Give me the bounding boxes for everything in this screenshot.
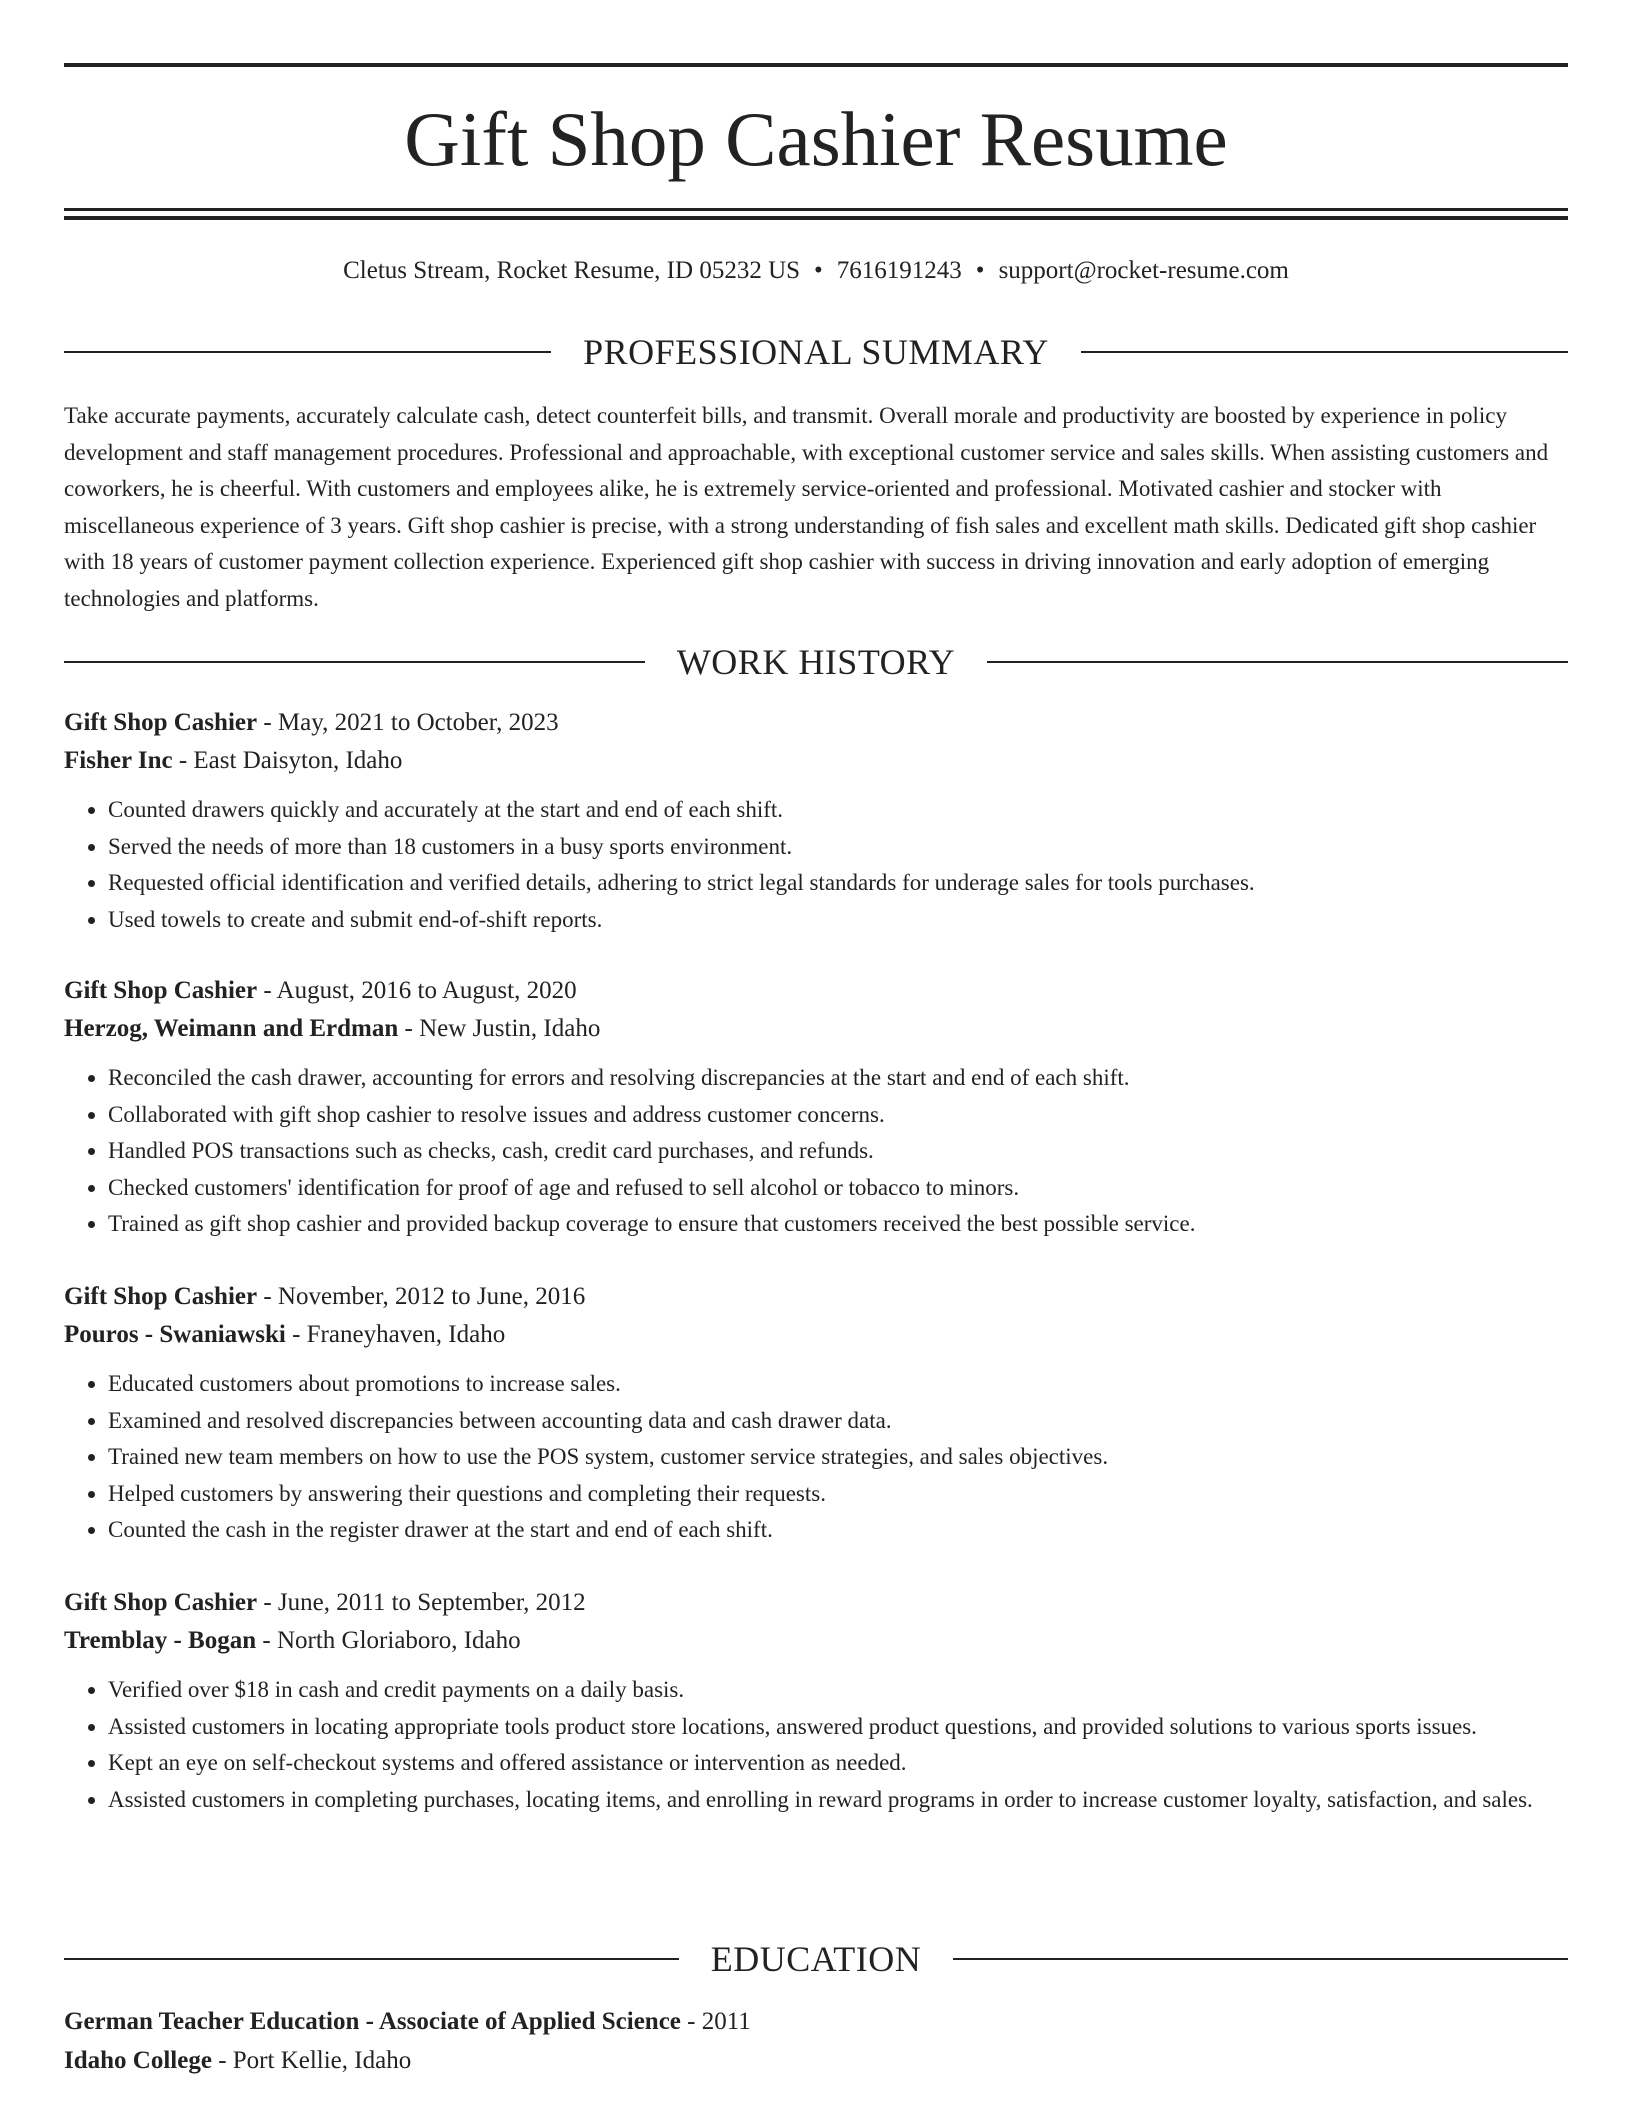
education-degree-line: German Teacher Education - Associate of Applied Science - 2011 <box>64 2008 751 2035</box>
education-school-line: Idaho College - Port Kellie, Idaho <box>64 2047 412 2074</box>
education-location: Port Kellie, Idaho <box>232 2047 412 2074</box>
job-bullet: • Trained new team members on how to use the POS system, customer service strategies, and sales objectives. <box>108 1439 1568 1476</box>
job-bullet: • Educated customers about promotions to increase sales. <box>108 1366 1568 1403</box>
job-title-line: Gift Shop Cashier - May, 2021 to October, 2023 <box>64 709 559 736</box>
job-title: Gift Shop Cashier <box>64 1589 258 1616</box>
job-bullet: • Assisted customers in completing purchases, locating items, and enrolling in reward programs in order to increase customer loyalty, satisfaction, and sales. <box>108 1782 1568 1819</box>
section-rule <box>953 1958 1568 1960</box>
job-location: New Justin, Idaho <box>419 1015 601 1042</box>
job-bullet: • Verified over $18 in cash and credit payments on a daily basis. <box>108 1672 1568 1709</box>
job-bullets <box>64 1366 1568 1549</box>
education-year: 2011 <box>701 2008 751 2035</box>
job-entry <box>64 972 1568 1243</box>
contact-separator: • <box>814 257 823 284</box>
job-location: North Gloriaboro, Idaho <box>276 1627 521 1654</box>
education-degree: German Teacher Education - Associate of Applied Science <box>64 2008 681 2035</box>
job-dates: June, 2011 to September, 2012 <box>277 1589 586 1616</box>
section-heading-education <box>64 1937 1568 1981</box>
job-bullet: • Assisted customers in locating appropriate tools product store locations, answered product questions, and provided solutions to various sports issues. <box>108 1709 1568 1746</box>
top-rule <box>64 63 1568 67</box>
job-bullet: • Used towels to create and submit end-of-shift reports. <box>108 902 1568 939</box>
job-company-line: Tremblay - Bogan - North Gloriaboro, Idaho <box>64 1627 521 1654</box>
job-company-line: Herzog, Weimann and Erdman - New Justin, Idaho <box>64 1015 601 1042</box>
job-entry <box>64 1278 1568 1549</box>
job-bullet: • Counted drawers quickly and accurately at the start and end of each shift. <box>108 792 1568 829</box>
job-location: Franeyhaven, Idaho <box>306 1321 506 1348</box>
education-entry <box>64 2002 1568 2080</box>
job-company: Herzog, Weimann and Erdman <box>64 1015 399 1042</box>
job-title: Gift Shop Cashier <box>64 977 258 1004</box>
section-heading-summary <box>64 330 1568 374</box>
section-title: EDUCATION <box>710 1939 922 1979</box>
job-bullets <box>64 1060 1568 1243</box>
job-dates: May, 2021 to October, 2023 <box>277 709 559 736</box>
contact-separator: • <box>975 257 985 284</box>
section-rule <box>64 351 551 353</box>
job-bullet: • Checked customers' identification for proof of age and refused to sell alcohol or tobacco to minors. <box>108 1170 1568 1207</box>
job-entry <box>64 704 1568 938</box>
contact-line <box>64 254 1568 288</box>
job-bullet: • Kept an eye on self-checkout systems and offered assistance or intervention as needed. <box>108 1745 1568 1782</box>
job-location: East Daisyton, Idaho <box>193 747 403 774</box>
summary-text: Take accurate payments, accurately calculate cash, detect counterfeit bills, and transmit. Overall morale and productivity are boosted by experience in policy development and staff management procedures. Professional and approachable, with exceptional customer service and sales skills. When assisting customers and coworkers, he is cheerful. With customers and employees alike, he is extremely service-oriented and professional. Motivated cashier and stocker with miscellaneous experience of 3 years. Gift shop cashier is precise, with a strong understanding of fish sales and excellent math skills. Dedicated gift shop cashier with 18 years of customer payment collection experience. Experienced gift shop cashier with success in driving innovation and early adoption of emerging technologies and platforms. <box>64 403 1549 611</box>
job-title: Gift Shop Cashier <box>64 1283 258 1310</box>
job-company: Fisher Inc <box>64 747 173 774</box>
job-dates: August, 2016 to August, 2020 <box>276 977 577 1004</box>
job-title-line: Gift Shop Cashier - August, 2016 to August, 2020 <box>64 977 577 1004</box>
job-bullet: • Collaborated with gift shop cashier to resolve issues and address customer concerns. <box>108 1097 1568 1134</box>
resume-title: Gift Shop Cashier Resume <box>404 96 1228 182</box>
job-title-line: Gift Shop Cashier - June, 2011 to September, 2012 <box>64 1589 586 1616</box>
job-bullet: • Requested official identification and verified details, adhering to strict legal standards for underage sales for tools purchases. <box>108 865 1568 902</box>
section-rule <box>64 661 645 663</box>
section-rule <box>1081 351 1568 353</box>
job-company-line: Pouros - Swaniawski - Franeyhaven, Idaho <box>64 1321 506 1348</box>
job-bullet: • Trained as gift shop cashier and provided backup coverage to ensure that customers received the best possible service. <box>108 1206 1568 1243</box>
section-rule <box>64 1958 679 1960</box>
job-company: Tremblay - Bogan <box>64 1627 257 1654</box>
job-company: Pouros - Swaniawski <box>64 1321 286 1348</box>
section-heading-work <box>64 640 1568 684</box>
contact-address: Cletus Stream, Rocket Resume, ID 05232 US <box>343 257 801 284</box>
job-bullets <box>64 792 1568 938</box>
job-title-line: Gift Shop Cashier - November, 2012 to June, 2016 <box>64 1283 586 1310</box>
job-bullet: • Served the needs of more than 18 customers in a busy sports environment. <box>108 829 1568 866</box>
job-title: Gift Shop Cashier <box>64 709 258 736</box>
job-bullet: • Helped customers by answering their questions and completing their requests. <box>108 1476 1568 1513</box>
education-school: Idaho College <box>64 2047 212 2074</box>
job-bullets <box>64 1672 1568 1818</box>
job-bullet: • Reconciled the cash drawer, accounting for errors and resolving discrepancies at the start and end of each shift. <box>108 1060 1568 1097</box>
title-rule-lower <box>64 216 1568 220</box>
contact-email: support@rocket-resume.com <box>998 257 1289 284</box>
section-title: WORK HISTORY <box>676 642 956 682</box>
job-bullet: • Counted the cash in the register drawer at the start and end of each shift. <box>108 1512 1568 1549</box>
job-entry <box>64 1584 1568 1818</box>
job-dates: November, 2012 to June, 2016 <box>277 1283 586 1310</box>
section-rule <box>987 661 1568 663</box>
title-rule-upper <box>64 208 1568 211</box>
job-company-line: Fisher Inc - East Daisyton, Idaho <box>64 747 403 774</box>
section-title: PROFESSIONAL SUMMARY <box>583 332 1049 372</box>
contact-phone: 7616191243 <box>836 257 962 284</box>
job-bullet: • Examined and resolved discrepancies between accounting data and cash drawer data. <box>108 1403 1568 1440</box>
job-bullet: • Handled POS transactions such as checks, cash, credit card purchases, and refunds. <box>108 1133 1568 1170</box>
